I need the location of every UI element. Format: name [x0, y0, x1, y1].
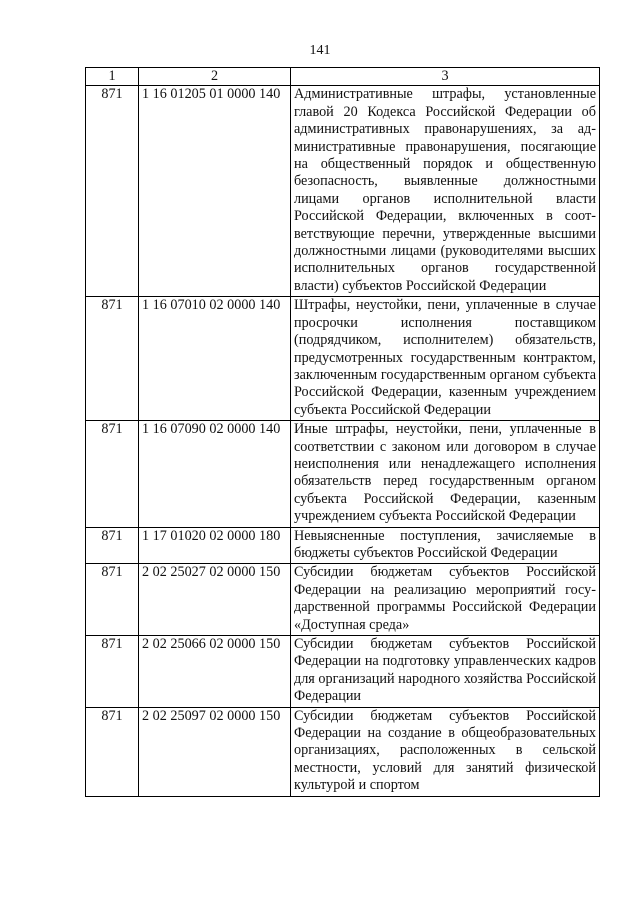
- budget-code-cell: 1 16 01205 01 0000 140: [139, 86, 291, 297]
- description-cell: Субсидии бюджетам субъектов Российской Федерации на создание в общеобразовательных организациях, расположенных в сельской местности, условий для занятий физической культурой и спортом: [291, 707, 600, 796]
- table-row: [86, 527, 600, 564]
- budget-code-cell: 2 02 25066 02 0000 150: [139, 636, 291, 708]
- budget-code-cell: 2 02 25027 02 0000 150: [139, 564, 291, 636]
- table-row: [86, 86, 600, 297]
- column-header-2: 2: [139, 68, 291, 86]
- budget-code-cell: 1 16 07090 02 0000 140: [139, 421, 291, 527]
- admin-code-cell: 871: [86, 636, 139, 708]
- description-cell: Штрафы, неустойки, пени, уплаченные в случае просрочки исполнения поставщиком (подрядчиком, исполнителем) обязательств, предусмотренных государственным контрактом, заключенным государственным органом субъекта Российской Федерации, казенным учреждением субъекта Российской Федерации: [291, 297, 600, 421]
- admin-code-cell: 871: [86, 527, 139, 564]
- admin-code-cell: 871: [86, 707, 139, 796]
- table-row: [86, 564, 600, 636]
- admin-code-cell: 871: [86, 86, 139, 297]
- table-row: [86, 421, 600, 527]
- page-number: 141: [309, 43, 331, 58]
- budget-codes-table: [85, 67, 600, 797]
- budget-code-cell: 1 16 07010 02 0000 140: [139, 297, 291, 421]
- table-row: [86, 636, 600, 708]
- admin-code-cell: 871: [86, 421, 139, 527]
- description-cell: Невыясненные поступления, зачисляемые в бюджеты субъектов Российской Федерации: [291, 527, 600, 564]
- description-cell: Административные штрафы, установленные главой 20 Кодекса Российской Федерации об административных правонарушениях, за административные правонарушения, посягающие на общественный порядок и общественную безопасность, выявленные должностными лицами органов исполнительной власти Российской Федерации, включенных в соответствующие перечни, утвержденные высшими должностными лицами (руководителями высших исполнительных органов государственной власти) субъектов Российской Федерации: [291, 86, 600, 297]
- column-header-3: 3: [291, 68, 600, 86]
- table-row: [86, 707, 600, 796]
- budget-code-cell: 2 02 25097 02 0000 150: [139, 707, 291, 796]
- column-header-1: 1: [86, 68, 139, 86]
- budget-code-cell: 1 17 01020 02 0000 180: [139, 527, 291, 564]
- table-header-row: [86, 68, 600, 86]
- description-cell: Иные штрафы, неустойки, пени, уплаченные в соответствии с законом или договором в случае неисполнения или ненадлежащего исполнения обязательств перед государственным органом субъекта Российской Федерации, казенным учреждением субъекта Российской Федерации: [291, 421, 600, 527]
- description-cell: Субсидии бюджетам субъектов Российской Федерации на реализацию мероприятий государственной программы Российской Федерации «Доступная среда»: [291, 564, 600, 636]
- admin-code-cell: 871: [86, 564, 139, 636]
- description-cell: Субсидии бюджетам субъектов Российской Федерации на подготовку управленческих кадров для организаций народного хозяйства Российской Федерации: [291, 636, 600, 708]
- admin-code-cell: 871: [86, 297, 139, 421]
- table-row: [86, 297, 600, 421]
